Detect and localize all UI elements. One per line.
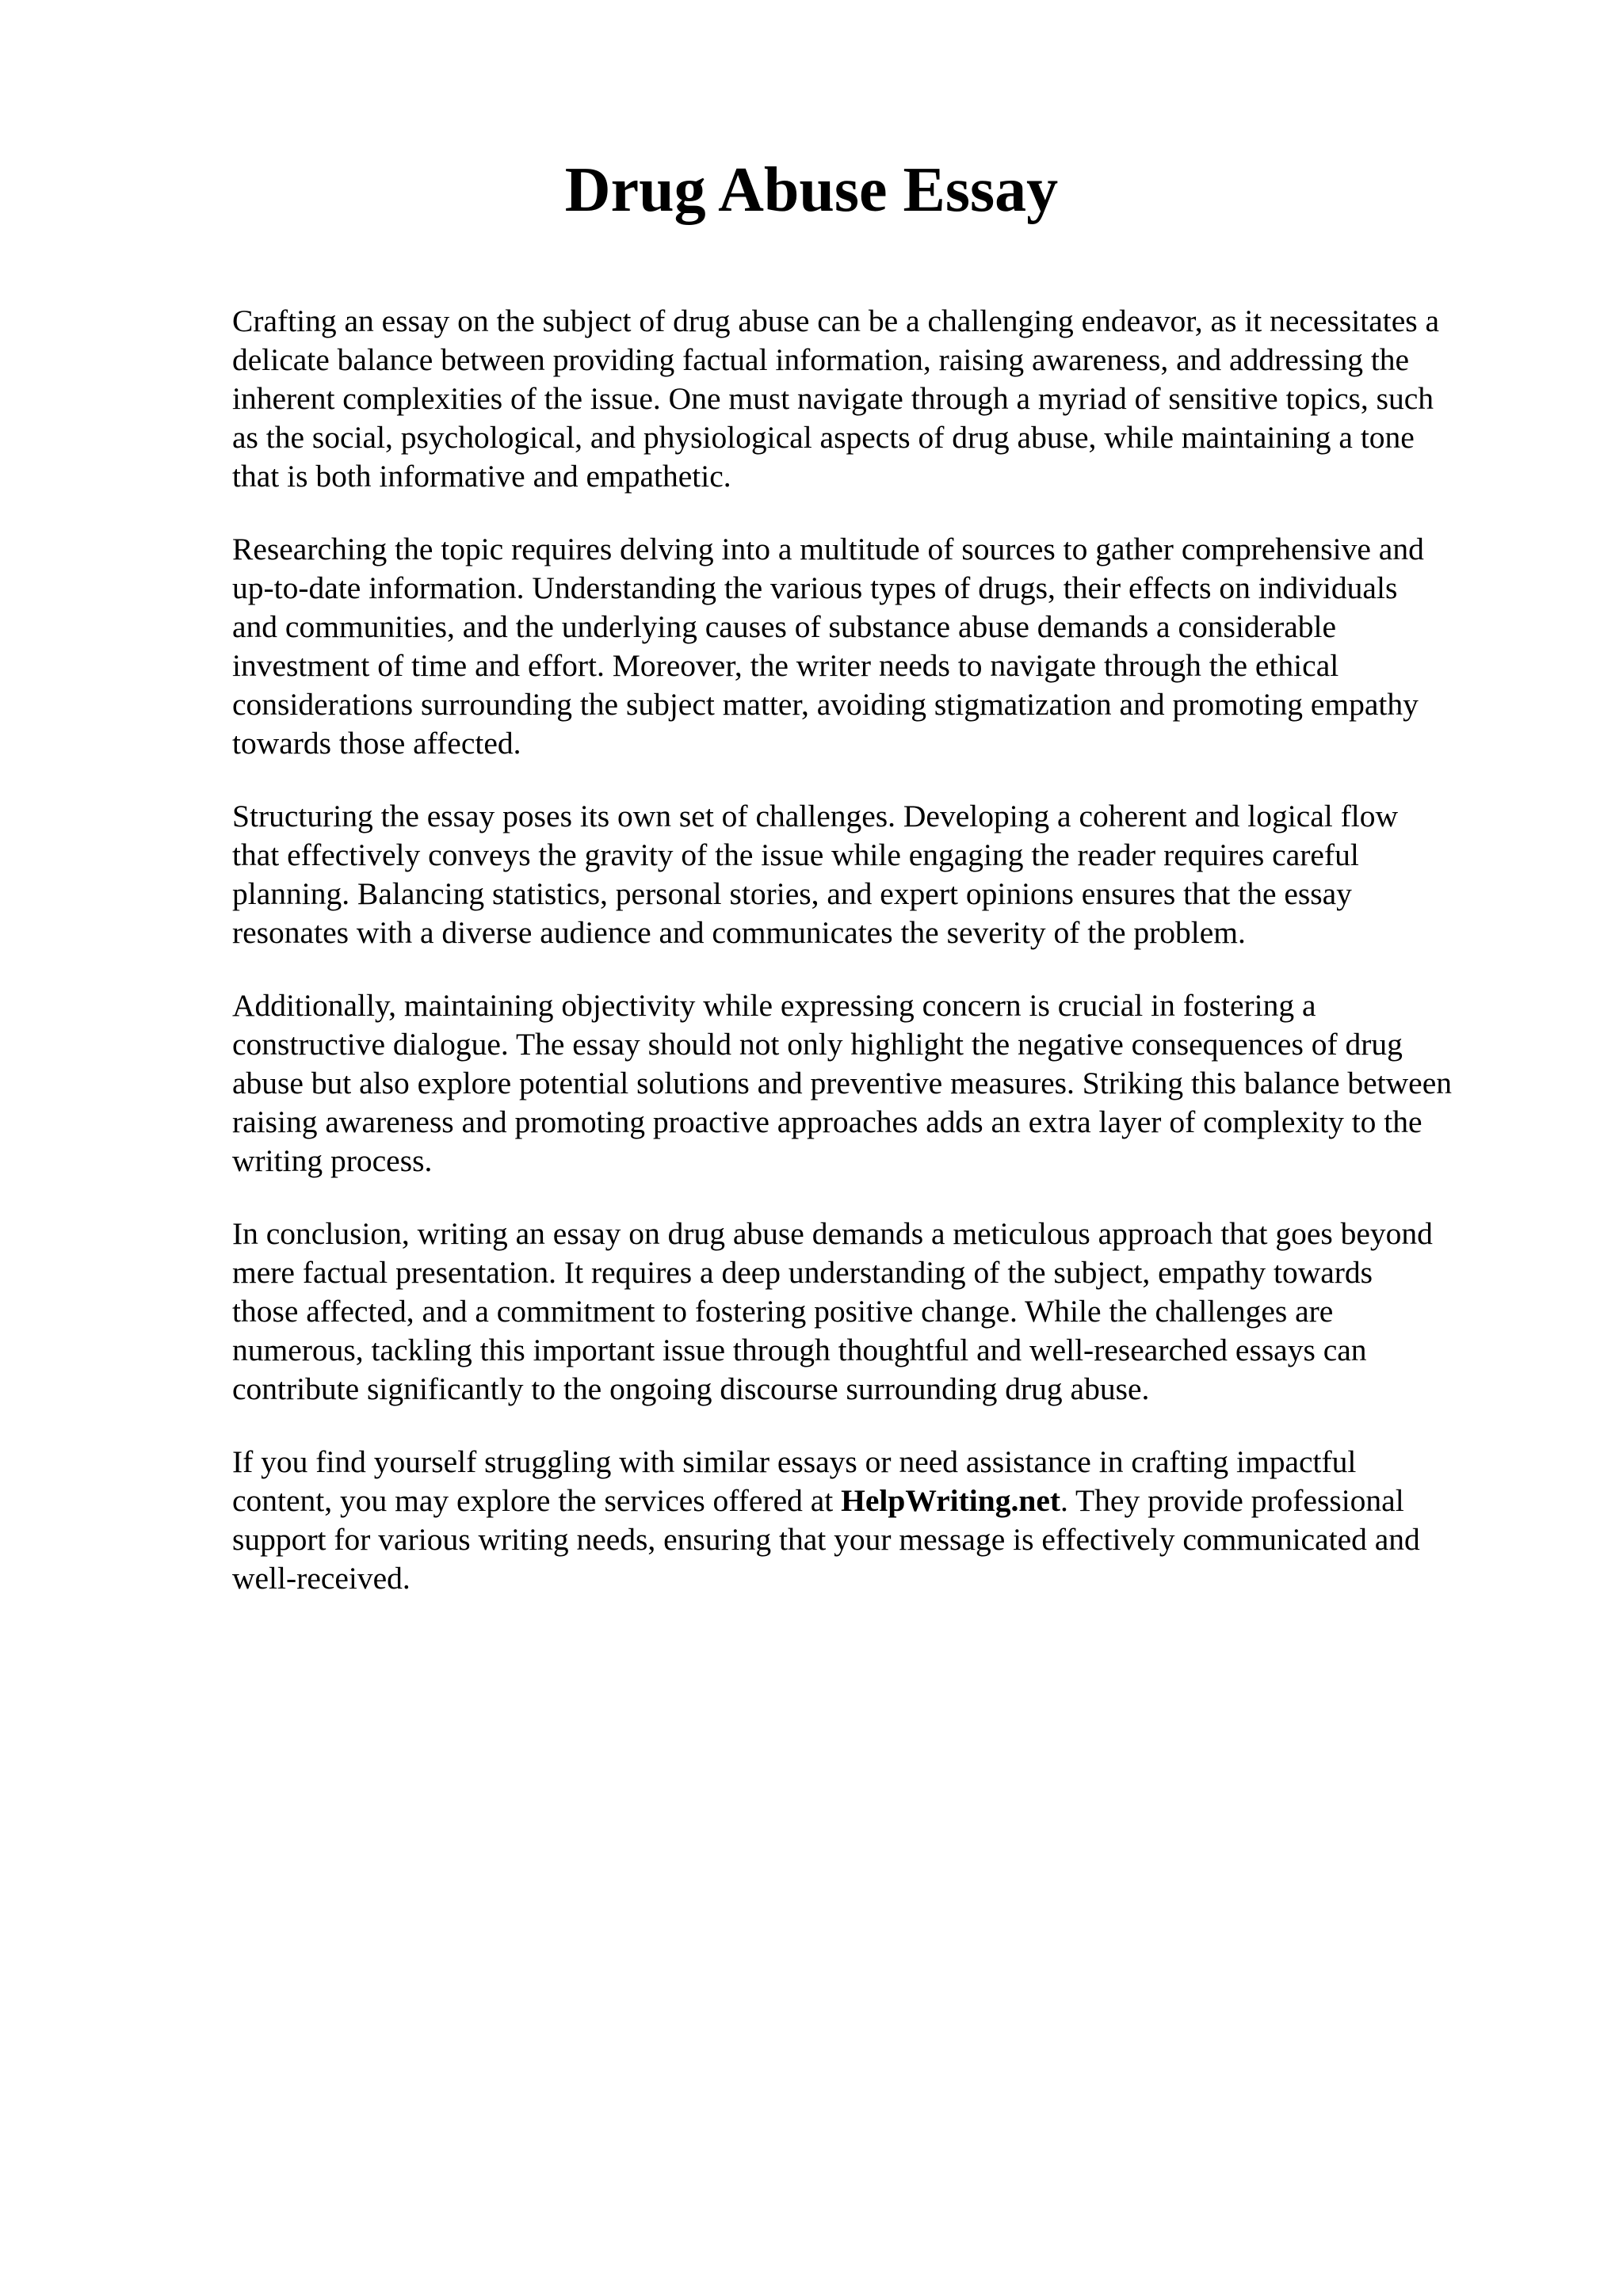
paragraph-closing bbox=[232, 1443, 1532, 1598]
text-line: Crafting an essay on the subject of drug abuse can be a challenging endeavor, as it necessitates a bbox=[232, 303, 1440, 338]
text-line: contribute significantly to the ongoing discourse surrounding drug abuse. bbox=[232, 1371, 1150, 1406]
text-line: delicate balance between providing factual information, raising awareness, and addressing the bbox=[232, 342, 1410, 377]
text-line: those affected, and a commitment to fostering positive change. While the challenges are bbox=[232, 1294, 1334, 1329]
text-line: raising awareness and promoting proactive approaches adds an extra layer of complexity to the bbox=[232, 1104, 1423, 1139]
text-line: numerous, tackling this important issue through thoughtful and well-researched essays can bbox=[232, 1333, 1367, 1367]
text-line: that effectively conveys the gravity of the issue while engaging the reader requires careful bbox=[232, 837, 1359, 872]
text-line: up-to-date information. Understanding the various types of drugs, their effects on individuals bbox=[232, 570, 1398, 605]
text-line: towards those affected. bbox=[232, 726, 521, 761]
text-line: Researching the topic requires delving into a multitude of sources to gather comprehensive and bbox=[232, 532, 1424, 566]
helpwriting-link[interactable]: HelpWriting.net bbox=[841, 1483, 1061, 1518]
text-line: In conclusion, writing an essay on drug abuse demands a meticulous approach that goes beyond bbox=[232, 1216, 1433, 1251]
text-line: Structuring the essay poses its own set of challenges. Developing a coherent and logical flow bbox=[232, 799, 1398, 833]
text-line: support for various writing needs, ensuring that your message is effectively communicated and bbox=[232, 1522, 1420, 1557]
paragraph-objectivity bbox=[232, 986, 1532, 1180]
text-line-with-link bbox=[232, 1482, 1532, 1520]
text-line: as the social, psychological, and physiological aspects of drug abuse, while maintaining a tone bbox=[232, 420, 1415, 455]
text-line: If you find yourself struggling with similar essays or need assistance in crafting impactful bbox=[232, 1444, 1357, 1479]
text-line: abuse but also explore potential solutions and preventive measures. Striking this balance between bbox=[232, 1066, 1452, 1100]
text-line: planning. Balancing statistics, personal stories, and expert opinions ensures that the essay bbox=[232, 876, 1352, 911]
document-body bbox=[232, 302, 1532, 1632]
closing-text-before-link: content, you may explore the services offered at bbox=[232, 1483, 842, 1518]
text-line: resonates with a diverse audience and communicates the severity of the problem. bbox=[232, 915, 1246, 950]
text-line: inherent complexities of the issue. One must navigate through a myriad of sensitive topics, such bbox=[232, 381, 1434, 416]
text-line: and communities, and the underlying causes of substance abuse demands a considerable bbox=[232, 609, 1337, 644]
text-line: mere factual presentation. It requires a deep understanding of the subject, empathy towards bbox=[232, 1255, 1373, 1290]
text-line: that is both informative and empathetic. bbox=[232, 459, 731, 494]
closing-text-after-link: . They provide professional bbox=[1060, 1483, 1404, 1518]
paragraph-intro bbox=[232, 302, 1532, 496]
document-title: Drug Abuse Essay bbox=[564, 155, 1059, 225]
text-line: investment of time and effort. Moreover, the writer needs to navigate through the ethical bbox=[232, 648, 1339, 683]
paragraph-structure bbox=[232, 797, 1532, 952]
text-line: considerations surrounding the subject matter, avoiding stigmatization and promoting empathy bbox=[232, 687, 1419, 722]
text-line: Additionally, maintaining objectivity while expressing concern is crucial in fostering a bbox=[232, 988, 1316, 1023]
text-line: constructive dialogue. The essay should not only highlight the negative consequences of drug bbox=[232, 1027, 1403, 1062]
paragraph-conclusion bbox=[232, 1215, 1532, 1409]
text-line: well-received. bbox=[232, 1561, 411, 1596]
paragraph-research bbox=[232, 530, 1532, 763]
text-line: writing process. bbox=[232, 1143, 433, 1178]
